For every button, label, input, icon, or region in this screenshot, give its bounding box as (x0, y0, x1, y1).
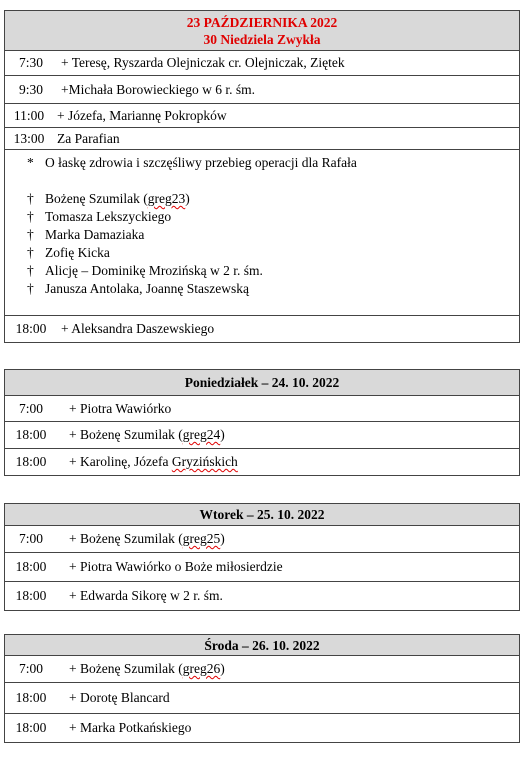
sunday-liturgical-title: 30 Niedziela Zwykła (203, 32, 321, 47)
mass-time: 18:00 (15, 321, 47, 336)
mass-time: 13:00 (13, 130, 45, 146)
intention-text: Tomasza Lekszyckiego (45, 209, 172, 224)
mass-time: 18:00 (15, 427, 47, 442)
intention-text: + Bożenę Szumilak ( (69, 661, 183, 676)
mass-intention: + Józefa, Mariannę Pokropków (57, 107, 227, 123)
intentions-block (5, 150, 519, 316)
mass-row (5, 76, 519, 104)
mass-row (5, 714, 519, 742)
mass-time: 18:00 (15, 454, 47, 469)
mass-intention: + Teresę, Ryszarda Olejniczak cr. Olejniczak, Ziętek (61, 55, 345, 70)
mass-row (5, 582, 519, 610)
intention-text: Janusza Antolaka, Joannę Staszewską (45, 281, 249, 296)
spellcheck-word: greg26 (182, 661, 221, 676)
list-item (27, 244, 357, 262)
mass-row (5, 683, 519, 714)
intention-text: + Bożenę Szumilak ( (69, 427, 183, 442)
spellcheck-word: greg25 (182, 531, 221, 546)
intention-text: Bożenę Szumilak ( (45, 191, 148, 206)
mass-intention (57, 454, 238, 470)
mass-intention (57, 531, 225, 547)
intention-text-suffix: ) (220, 427, 225, 442)
dagger-icon: † (27, 263, 34, 278)
intention-text: Marka Damaziaka (45, 227, 145, 242)
mass-row (5, 51, 519, 76)
mass-time: 18:00 (15, 690, 47, 705)
mass-time: 7:30 (18, 55, 43, 70)
mass-time: 11:00 (13, 107, 45, 123)
spellcheck-word: Gryzińskich (171, 454, 238, 469)
list-item (27, 208, 357, 226)
mass-row (5, 526, 519, 553)
intentions-list (5, 150, 357, 298)
dagger-icon: † (27, 281, 34, 296)
mass-row (5, 128, 519, 150)
mass-row (5, 396, 519, 422)
mass-intention: + Marka Potkańskiego (69, 720, 192, 735)
mass-row (5, 422, 519, 449)
mass-row (5, 104, 519, 128)
list-item (27, 190, 357, 208)
mass-time: 9:30 (18, 81, 43, 97)
star-marker: * (27, 155, 34, 170)
intention-text: Zofię Kicka (45, 245, 110, 260)
mass-time: 7:00 (18, 400, 43, 416)
mass-row (5, 553, 519, 582)
mass-intention: + Edwarda Sikorę w 2 r. śm. (69, 588, 223, 603)
mass-time: 18:00 (15, 559, 47, 574)
mass-intention: Za Parafian (57, 130, 120, 146)
mass-intention: +Michała Borowieckiego w 6 r. śm. (61, 81, 255, 97)
list-item (27, 262, 357, 280)
mass-time: 18:00 (15, 720, 47, 735)
day-header: Wtorek – 25. 10. 2022 (5, 504, 519, 526)
monday-schedule (4, 369, 520, 476)
tuesday-schedule (4, 503, 520, 611)
mass-row (5, 449, 519, 475)
sunday-schedule (4, 10, 520, 343)
dagger-icon: † (27, 191, 34, 206)
spellcheck-word: greg23 (147, 191, 186, 206)
mass-time: 7:00 (18, 531, 43, 546)
dagger-icon: † (27, 227, 34, 242)
day-header: Poniedziałek – 24. 10. 2022 (5, 370, 519, 396)
list-item (27, 226, 357, 244)
mass-intention: + Dorotę Blancard (69, 690, 170, 705)
dagger-icon: † (27, 245, 34, 260)
mass-intention: + Piotra Wawiórko o Boże miłosierdzie (69, 559, 283, 574)
intention-text-suffix: ) (185, 191, 190, 206)
mass-row (5, 656, 519, 683)
list-item (27, 154, 357, 172)
intention-text-suffix: ) (220, 531, 225, 546)
mass-row (5, 316, 519, 342)
mass-intention: + Aleksandra Daszewskiego (61, 321, 215, 336)
intention-text: O łaskę zdrowia i szczęśliwy przebieg operacji dla Rafała (45, 155, 357, 170)
list-item (27, 280, 357, 298)
dagger-icon: † (27, 209, 34, 224)
sunday-date-title: 23 PAŹDZIERNIKA 2022 (186, 15, 338, 30)
mass-time: 7:00 (18, 661, 43, 676)
spellcheck-word: greg24 (182, 427, 221, 442)
mass-intention (57, 661, 225, 677)
day-header: Środa – 26. 10. 2022 (5, 635, 519, 656)
mass-time: 18:00 (15, 588, 47, 603)
sunday-header (5, 11, 519, 51)
mass-intention: + Piotra Wawiórko (69, 400, 172, 416)
wednesday-schedule (4, 634, 520, 743)
intention-text-suffix: ) (220, 661, 225, 676)
intention-text: + Bożenę Szumilak ( (69, 531, 183, 546)
mass-intention (57, 427, 225, 443)
intention-text: + Karolinę, Józefa (69, 454, 172, 469)
intention-text: Alicję – Dominikę Mrozińską w 2 r. śm. (45, 263, 263, 278)
